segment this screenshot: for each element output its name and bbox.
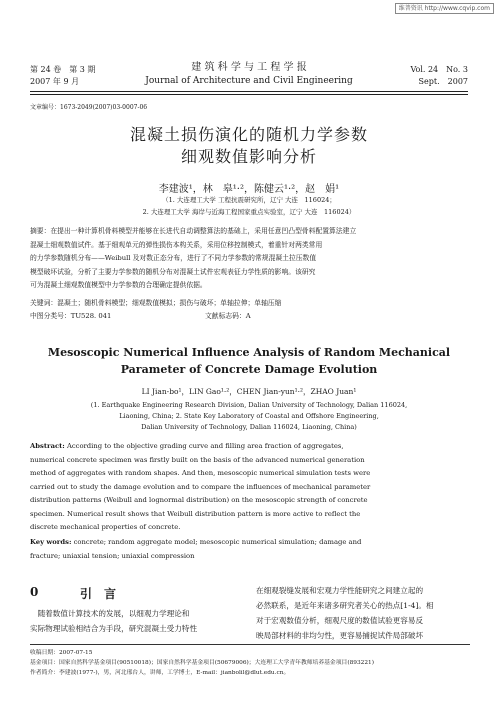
abstract-cn-line: 可为混凝土细观数值模型中力学参数的合理确定提供依据。 (30, 281, 207, 289)
keywords-en-line (30, 536, 470, 550)
section-title: 引 言 (80, 587, 117, 601)
keywords-cn: 关键词：混凝土；随机骨料模型；细观数值模拟；损伤与破坏；单轴拉伸；单轴压缩 (30, 299, 282, 307)
right-column-line: 必然联系，是近年来诸多研究者关心的热点[1-4]。相 (256, 601, 434, 610)
affiliation-en-3: Dalian University of Technology, Dalian 116024, Liaoning, China) (141, 423, 357, 431)
date-en: Sept. 2007 (418, 77, 468, 86)
date-cn: 2007 年 9 月 (30, 77, 80, 86)
abstract-en-label: Abstract: (30, 442, 65, 450)
right-column-line: 映局部材料的非均匀性，更容易捕捉试件局部破坏 (256, 631, 424, 640)
abstract-en-line: carried out to study the damage evolution and to compare the influences of mechanical parameter (30, 482, 371, 491)
abstract-cn-line: 混凝土细观数值试件。基于细观单元的弹性损伤本构关系，采用位移控制模式，着重针对两类常用 (30, 240, 323, 249)
watermark: 维普资讯 http://www.cqvip.com (395, 3, 494, 14)
article-id: 文章编号：1673-2049(2007)03-0007-06 (30, 104, 148, 111)
abstract-en-line (30, 440, 470, 454)
title-cn-line2: 细观数值影响分析 (180, 147, 317, 166)
abstract-cn (30, 225, 470, 293)
header-rule-thin (30, 94, 468, 95)
abstract-cn-line: 模型破坏试验，分析了主要力学参数的随机分布对混凝土试件宏观表征力学性质的影响。该研究 (30, 267, 316, 276)
affiliation-en-1: (1. Earthquake Engineering Research Division, Dalian University of Technology, Dalian 116024, (90, 401, 408, 409)
affiliation-cn-2: 2. 大连理工大学 海岸与近海工程国家重点实验室，辽宁 大连 116024） (142, 208, 356, 216)
abstract-en-line: specimen. Numerical result shows that Weibull distribution pattern is more active to reflect the (30, 509, 361, 518)
abstract-cn-line: 摘要：在提出一种计算机骨料模型并能够在长进代自动调整算法的基础上，采用任意凹凸型骨料配置算法建立 (30, 227, 357, 235)
title-cn-line1: 混凝土损伤演化的随机力学参数 (129, 125, 368, 144)
abstract-cn-line: 的力学参数随机分布——Weibull 及对数正态分布，进行了不同力学参数的常规混凝土拉压数值 (30, 254, 317, 262)
abstract-en-text: According to the objective grading curve and filling area fraction of aggregates, (66, 442, 344, 450)
left-column-line: 随着数值计算技术的发展，以细观力学理论和 (30, 609, 190, 618)
classification-cn: 中图分类号：TU528. 041 (30, 312, 112, 320)
left-column-line: 实际物理试验相结合为手段，研究混凝土受力特性 (30, 624, 198, 633)
keywords-en (30, 536, 470, 563)
authors-cn: 李建波¹，林 皋¹·²，陈健云¹·²，赵 娟¹ (158, 184, 340, 195)
abstract-en (30, 440, 470, 535)
keywords-en-label: Key words: (30, 538, 72, 546)
authors-en: LI Jian-bo¹，LIN Gao¹·²，CHEN Jian-yun¹·²，ZHAO Juan¹ (141, 387, 357, 396)
abstract-en-line: distribution patterns (Weibull and lognormal distribution) on the mesoscopic strength of concrete (30, 496, 368, 504)
affiliation-cn-1: （1. 大连理工大学 工程抗震研究所，辽宁 大连 116024； (162, 196, 336, 204)
affiliation-en-2: Liaoning, China; 2. State Key Laboratory of Coastal and Offshore Engineering, (119, 412, 379, 420)
abstract-en-line: method of aggregates with random shapes. And then, mesoscopic numerical simulation tests were (30, 469, 371, 477)
right-column-line: 在细观裂缝发展和宏观力学性能研究之间建立起的 (256, 586, 424, 595)
keywords-en-line: fracture; uniaxial tension; uniaxial compression (30, 551, 195, 560)
volume-issue-cn: 第 24 卷 第 3 期 (30, 65, 96, 74)
footnote-rule (30, 644, 470, 645)
title-en-line1: Mesoscopic Numerical Influence Analysis of Random Mechanical (47, 346, 451, 359)
footnote-author: 作者简介：李建波(1977-)，男，河北邢台人，讲师，工学博士，E-mail：jianbolil@dlut.edu.cn。 (30, 670, 290, 676)
journal-name-en: Journal of Architecture and Civil Engineering (145, 76, 353, 86)
doc-code-cn: 文献标志码：A (205, 312, 251, 320)
footnote-received: 收稿日期：2007-07-15 (30, 650, 93, 656)
left-column (30, 606, 250, 636)
journal-name-cn: 建 筑 科 学 与 工 程 学 报 (191, 62, 307, 73)
section-number: 0 (30, 585, 39, 599)
footnote-funding: 基金项目：国家自然科学基金项目(90510018)；国家自然科学基金项目(50679006)；大连理工大学青年教师培养基金项目(893221) (30, 660, 374, 666)
abstract-en-line: discrete mechanical properties of concrete. (30, 523, 181, 531)
abstract-en-line: numerical concrete specimen was firstly built on the basis of the advanced numerical generation (30, 455, 365, 464)
volume-issue-en: Vol. 24 No. 3 (410, 65, 468, 74)
footnotes (30, 648, 470, 678)
keywords-en-text: concrete; random aggregate model; mesoscopic numerical simulation; damage and (73, 538, 362, 546)
header-rule (30, 91, 468, 92)
title-en-line2: Parameter of Concrete Damage Evolution (120, 363, 378, 376)
right-column-line: 对于宏观数值分析，细观尺度的数值试验更容易反 (256, 616, 424, 625)
right-column (256, 583, 468, 643)
